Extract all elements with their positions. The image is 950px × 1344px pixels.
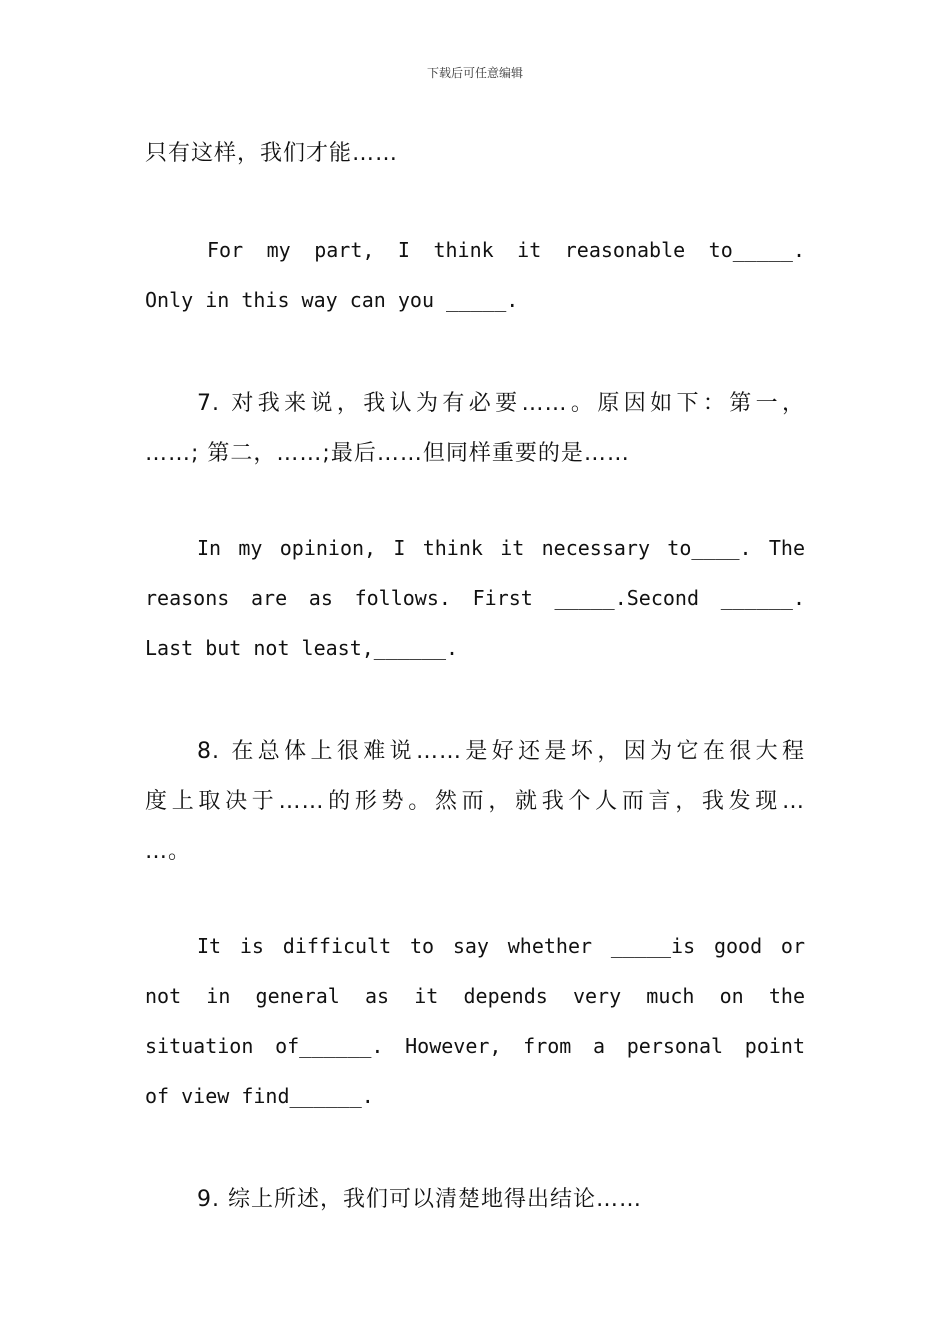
text-line-15: of view find______. — [145, 1084, 374, 1108]
text-line-3: Only in this way can you _____. — [145, 288, 519, 312]
text-line-2: For my part, I think it reasonable to_____. — [207, 238, 805, 262]
text-line-11: …。 — [145, 839, 192, 864]
page-header: 下载后可任意编辑 — [426, 66, 523, 80]
text-line-16: 9. 综上所述，我们可以清楚地得出结论…… — [197, 1187, 642, 1212]
text-line-8: Last but not least,______. — [145, 636, 459, 660]
text-line-10: 度上取决于……的形势。然而，就我个人而言，我发现… — [145, 789, 805, 814]
text-line-12: It is difficult to say whether _____is good or — [197, 934, 805, 958]
text-line-4: 7. 对我来说，我认为有必要……。原因如下：第一， — [197, 391, 805, 416]
text-line-6: In my opinion, I think it necessary to____. The — [197, 536, 805, 560]
text-line-7: reasons are as follows. First _____.Second ______. — [145, 586, 805, 610]
text-line-13: not in general as it depends very much on the — [145, 984, 805, 1008]
text-line-14: situation of______. However, from a personal point — [145, 1034, 805, 1058]
text-line-5: ……; 第二，……;最后……但同样重要的是…… — [145, 441, 630, 466]
text-line-9: 8. 在总体上很难说……是好还是坏，因为它在很大程 — [197, 739, 805, 764]
text-line-1: 只有这样，我们才能…… — [145, 141, 399, 166]
